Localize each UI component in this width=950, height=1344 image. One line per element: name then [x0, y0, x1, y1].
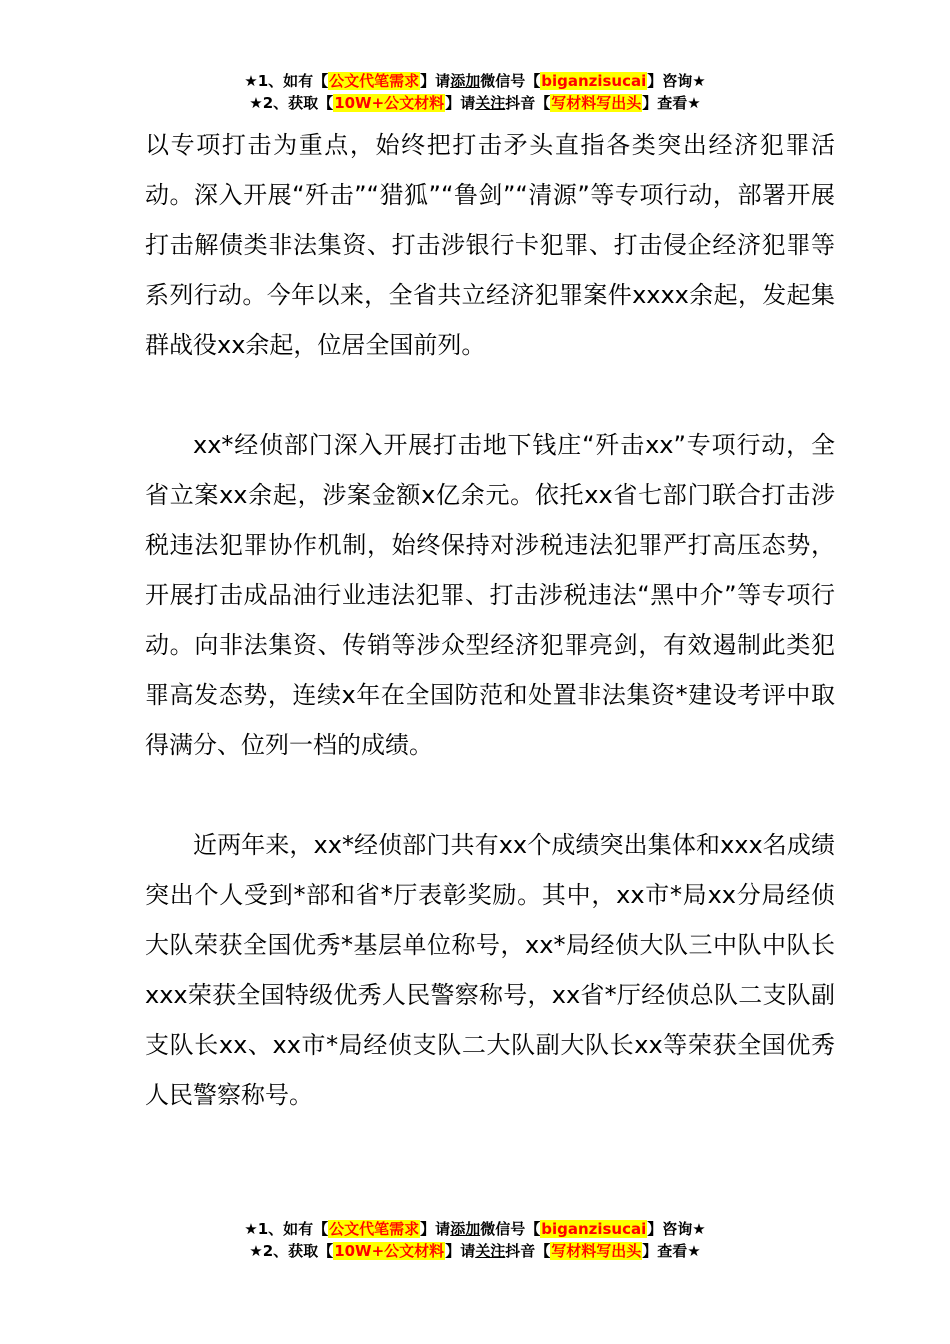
banner-underlined-text: 关注	[475, 1242, 506, 1260]
banner-underlined-text: 添加	[450, 72, 481, 90]
banner-line-1	[0, 70, 950, 92]
banner-text: 】咨询★	[647, 72, 706, 90]
banner-text: 】请	[445, 1242, 476, 1260]
banner-line-2	[0, 1240, 950, 1262]
banner-highlight: 写材料写出头	[551, 1242, 642, 1260]
footer-banner	[0, 1218, 950, 1262]
banner-text: ★2、获取【	[249, 94, 334, 112]
paragraph-3: 近两年来，xx*经侦部门共有xx个成绩突出集体和xxx名成绩突出个人受到*部和省*厅表彰奖励。其中，xx市*局xx分局经侦大队荣获全国优秀*基层单位称号，xx*局经侦大队三中队中队长xxx荣获全国特级优秀人民警察称号，xx省*厅经侦总队二支队副支队长xx、xx市*局经侦支队二大队副大队长xx等荣获全国优秀人民警察称号。	[145, 831, 835, 1109]
paragraph-1: 以专项打击为重点，始终把打击矛头直指各类突出经济犯罪活动。深入开展“歼击”“猎狐”“鲁剑”“清源”等专项行动，部署开展打击解债类非法集资、打击涉银行卡犯罪、打击侵企经济犯罪等系列行动。今年以来，全省共立经济犯罪案件xxxx余起，发起集群战役xx余起，位居全国前列。	[145, 131, 835, 359]
banner-text: 抖音【	[505, 1242, 551, 1260]
banner-text: 】咨询★	[647, 1220, 706, 1238]
banner-highlight: biganzisucai	[541, 72, 647, 90]
banner-highlight: 公文代笔需求	[329, 1220, 420, 1238]
paragraph-2: xx*经侦部门深入开展打击地下钱庄“歼击xx”专项行动，全省立案xx余起，涉案金额x亿余元。依托xx省七部门联合打击涉税违法犯罪协作机制，始终保持对涉税违法犯罪严打高压态势，开展打击成品油行业违法犯罪、打击涉税违法“黑中介”等专项行动。向非法集资、传销等涉众型经济犯罪亮剑，有效遏制此类犯罪高发态势，连续x年在全国防范和处置非法集资*建设考评中取得满分、位列一档的成绩。	[145, 431, 835, 759]
banner-text: 】请	[420, 1220, 451, 1238]
banner-text: 】查看★	[642, 1242, 701, 1260]
banner-highlight: 公文代笔需求	[329, 72, 420, 90]
banner-line-2	[0, 92, 950, 114]
banner-line-1	[0, 1218, 950, 1240]
banner-text: 微信号【	[480, 72, 541, 90]
banner-highlight: 写材料写出头	[551, 94, 642, 112]
banner-highlight: biganzisucai	[541, 1220, 647, 1238]
banner-text: 微信号【	[480, 1220, 541, 1238]
header-banner	[0, 70, 950, 114]
document-body	[145, 120, 835, 1120]
banner-underlined-text: 关注	[475, 94, 506, 112]
banner-text: 抖音【	[505, 94, 551, 112]
banner-text: 】查看★	[642, 94, 701, 112]
banner-text: 】请	[420, 72, 451, 90]
banner-text: ★1、如有【	[244, 1220, 329, 1238]
banner-text: 】请	[445, 94, 476, 112]
banner-highlight: 10W+公文材料	[334, 1242, 445, 1260]
banner-text: ★1、如有【	[244, 72, 329, 90]
banner-highlight: 10W+公文材料	[334, 94, 445, 112]
banner-underlined-text: 添加	[450, 1220, 481, 1238]
banner-text: ★2、获取【	[249, 1242, 334, 1260]
